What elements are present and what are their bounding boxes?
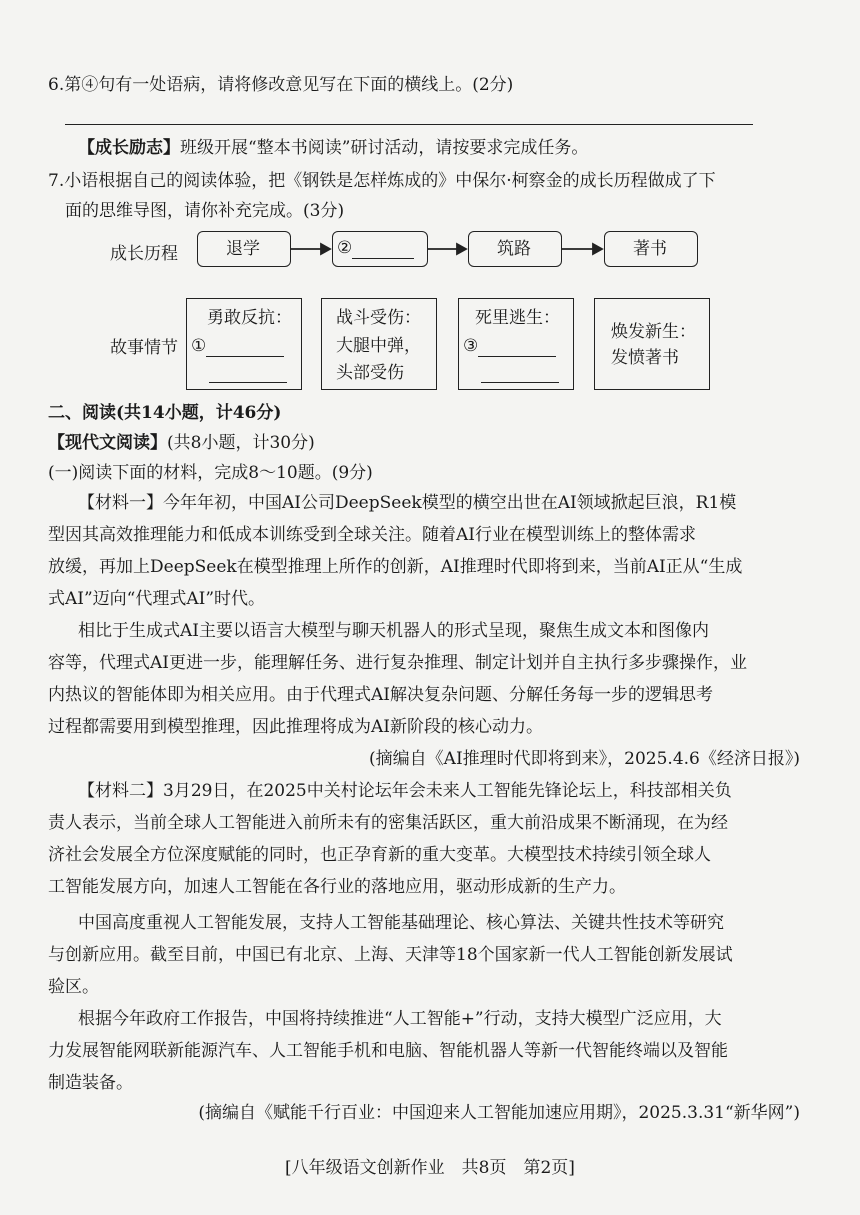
- m1-line: 【材料一】今年年初，中国AI公司DeepSeek模型的横空出世在AI领域掀起巨浪，R1模: [78, 493, 737, 513]
- section-2-heading: 二、阅读(共14小题，计46分): [48, 403, 282, 423]
- story-4-title: 焕发新生：: [611, 322, 696, 342]
- m2-line: 责人表示，当前全球人工智能进入前所未有的密集活跃区，重大前沿成果不断涌现，在为经: [48, 813, 728, 833]
- m2-line: 济社会发展全方位深度赋能的同时，也正孕育新的重大变革。大模型技术持续引领全球人: [48, 845, 711, 865]
- story-box-1: [186, 298, 302, 390]
- m2-line: 根据今年政府工作报告，中国将持续推进“人工智能+”行动，支持大模型广泛应用，大: [78, 1009, 722, 1029]
- m1-line: 型因其高效推理能力和低成本训练受到全球关注。随着AI行业在模型训练上的整体需求: [48, 525, 696, 545]
- story-plot-label: 故事情节: [110, 338, 178, 358]
- m1-line: 内热议的智能体即为相关应用。由于代理式AI解决复杂问题、分解任务每一步的逻辑思考: [48, 685, 713, 705]
- question-7-line2: 面的思维导图，请你补充完成。(3分): [65, 201, 345, 221]
- question-6: 6.第④句有一处语病，请将修改意见写在下面的横线上。(2分): [48, 75, 514, 95]
- stage-3-text: 筑路: [497, 239, 531, 259]
- m1-line: 相比于生成式AI主要以语言大模型与聊天机器人的形式呈现，聚焦生成文本和图像内: [78, 621, 709, 641]
- stage-2-blank[interactable]: ②: [337, 237, 414, 259]
- m2-line: 工智能发展方向，加速人工智能在各行业的落地应用，驱动形成新的生产力。: [48, 877, 626, 897]
- m2-line: 中国高度重视人工智能发展，支持人工智能基础理论、核心算法、关键共性技术等研究: [78, 913, 724, 933]
- m1-line: 式AI”迈向“代理式AI”时代。: [48, 589, 266, 609]
- modern-reading-heading: 【现代文阅读】(共8小题，计30分): [48, 433, 315, 453]
- m1-line: 过程都需要用到模型推理，因此推理将成为AI新阶段的核心动力。: [48, 717, 543, 737]
- story-1-title: 勇敢反抗：: [207, 308, 292, 328]
- m2-line: 力发展智能网联新能源汽车、人工智能手机和电脑、智能机器人等新一代智能终端以及智能: [48, 1041, 728, 1061]
- stage-1-text: 退学: [226, 239, 260, 259]
- question-7-line1: 7.小语根据自己的阅读体验，把《钢铁是怎样炼成的》中保尔·柯察金的成长历程做成了下: [48, 171, 716, 191]
- story-2-title: 战斗受伤：: [336, 308, 421, 328]
- story-2-body2: 头部受伤: [336, 363, 404, 383]
- m2-source: (摘编自《赋能千行百业：中国迎来人工智能加速应用期》，2025.3.31“新华网”): [198, 1103, 800, 1123]
- growth-tag: 【成长励志】: [78, 138, 180, 158]
- story-4-body1: 发愤著书: [611, 348, 679, 368]
- growth-text: 班级开展“整本书阅读”研讨活动，请按要求完成任务。: [180, 138, 589, 158]
- m2-line: 制造装备。: [48, 1073, 133, 1093]
- part-1-instruction: (一)阅读下面的材料，完成8～10题。(9分): [48, 463, 373, 483]
- m1-source: (摘编自《AI推理时代即将到来》，2025.4.6《经济日报》): [369, 749, 800, 769]
- m2-line: 验区。: [48, 977, 99, 997]
- m2-line: 【材料二】3月29日，在2025中关村论坛年会未来人工智能先锋论坛上，科技部相关负: [78, 781, 732, 801]
- story-1-blank[interactable]: ①: [191, 335, 284, 357]
- story-3-title: 死里逃生：: [475, 308, 560, 328]
- stage-4-text: 著书: [633, 239, 667, 259]
- growth-course-label: 成长历程: [110, 244, 178, 264]
- m1-line: 容等，代理式AI更进一步，能理解任务、进行复杂推理、制定计划并自主执行多步骤操作，业: [48, 653, 747, 673]
- story-box-3: [458, 298, 574, 390]
- story-box-4: [594, 298, 710, 390]
- story-box-2: [321, 298, 437, 390]
- story-2-body1: 大腿中弹，: [336, 336, 421, 356]
- story-3-blank[interactable]: ③: [463, 335, 556, 357]
- page-footer: [八年级语文创新作业 共8页 第2页]: [285, 1158, 575, 1178]
- m1-line: 放缓，再加上DeepSeek在模型推理上所作的创新，AI推理时代即将到来，当前AI正从“生成: [48, 557, 743, 577]
- m2-line: 与创新应用。截至目前，中国已有北京、上海、天津等18个国家新一代人工智能创新发展试: [48, 945, 733, 965]
